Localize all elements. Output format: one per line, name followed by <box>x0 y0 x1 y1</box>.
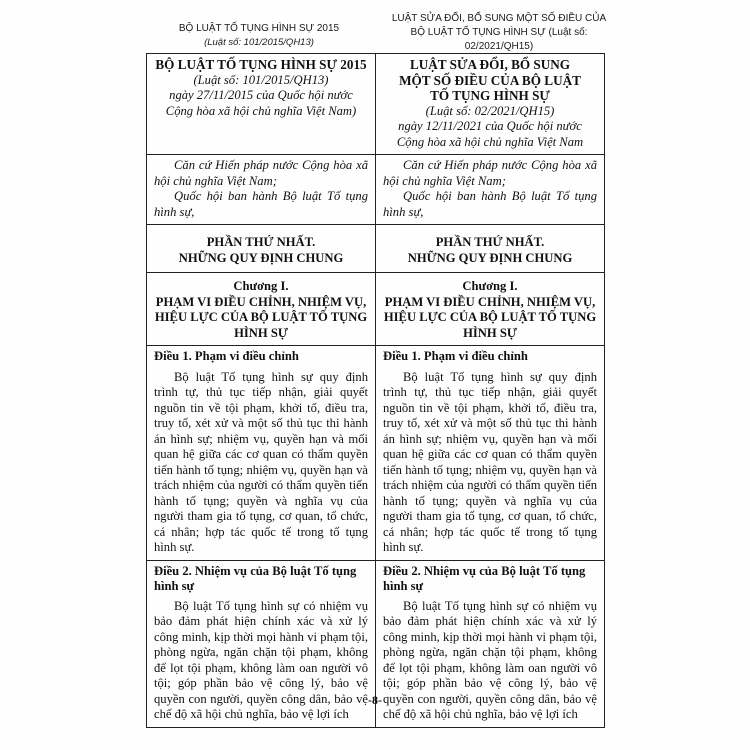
left-law-date: ngày 27/11/2015 của Quốc hội nước <box>169 88 353 102</box>
left-preamble-2: Quốc hội ban hành Bộ luật Tố tụng hình sự, <box>154 189 368 219</box>
right-preamble-1: Căn cứ Hiến pháp nước Cộng hòa xã hội chủ nghĩa Việt Nam; <box>383 158 597 188</box>
right-law-date: ngày 12/11/2021 của Quốc hội nước <box>398 119 582 133</box>
comparison-table <box>146 53 605 728</box>
right-part-heading: PHẦN THỨ NHẤT. <box>435 235 545 249</box>
table-row-title <box>147 54 605 155</box>
right-chapter-cell <box>376 273 605 346</box>
left-article-1-cell <box>147 346 376 561</box>
right-law-cell <box>376 54 605 155</box>
left-part-heading: PHẦN THỨ NHẤT. <box>206 235 316 249</box>
left-part-cell <box>147 225 376 273</box>
left-chapter-title: PHẠM VI ĐIỀU CHỈNH, NHIỆM VỤ, HIỆU LỰC CỦA BỘ LUẬT TỐ TỤNG HÌNH SỰ <box>154 294 368 340</box>
right-article-2-text: Bộ luật Tố tụng hình sự có nhiệm vụ bảo đảm phát hiện chính xác và xử lý công minh, kịp thời mọi hành vi phạm tội, phòng ngừa, ngăn chặn tội phạm, không để lọt tội phạm, không làm oan người vô tội; góp phần bảo vệ công lý, bảo vệ quyền con người, quyền công dân, bảo vệ chế độ xã hội chủ nghĩa, bảo vệ lợi ích <box>383 598 597 721</box>
table-row-chapter <box>147 273 605 346</box>
left-law-cell <box>147 54 376 155</box>
left-law-issuer: Cộng hòa xã hội chủ nghĩa Việt Nam) <box>165 103 357 118</box>
right-part-title: NHỮNG QUY ĐỊNH CHUNG <box>407 250 573 265</box>
table-row-part <box>147 225 605 273</box>
left-header-title: BỘ LUẬT TỐ TỤNG HÌNH SỰ 2015 <box>178 23 340 34</box>
right-law-issuer: Cộng hòa xã hội chủ nghĩa Việt Nam <box>396 134 584 149</box>
right-law-number: (Luật số: 02/2021/QH15) <box>425 103 555 118</box>
right-article-1-cell <box>376 346 605 561</box>
left-chapter-heading: Chương I. <box>233 279 289 293</box>
left-article-1-text: Bộ luật Tố tụng hình sự quy định trình tự, thủ tục tiếp nhận, giải quyết nguồn tin về tội phạm, khởi tố, điều tra, truy tố, xét xử và một số thủ tục thi hành án hình sự; nhiệm vụ, quyền hạn và mối quan hệ giữa các cơ quan có thẩm quyền tiến hành tố tụng; nhiệm vụ, quyền hạn và trách nhiệm của người có thẩm quyền tiến hành tố tụng; quyền và nghĩa vụ của người tham gia tố tụng, cơ quan, tổ chức, cá nhân; hợp tác quốc tế trong tố tụng hình sự. <box>154 369 368 554</box>
left-preamble-1: Căn cứ Hiến pháp nước Cộng hòa xã hội chủ nghĩa Việt Nam; <box>154 158 368 188</box>
left-article-2-text: Bộ luật Tố tụng hình sự có nhiệm vụ bảo đảm phát hiện chính xác và xử lý công minh, kịp thời mọi hành vi phạm tội, phòng ngừa, ngăn chặn tội phạm, không để lọt tội phạm, không làm oan người vô tội; góp phần bảo vệ công lý, bảo vệ quyền con người, quyền công dân, bảo vệ chế độ xã hội chủ nghĩa, bảo vệ lợi ích <box>154 598 368 721</box>
left-article-1-heading: Điều 1. Phạm vi điều chỉnh <box>154 349 299 363</box>
right-article-1-text: Bộ luật Tố tụng hình sự quy định trình tự, thủ tục tiếp nhận, giải quyết nguồn tin về tội phạm, khởi tố, điều tra, truy tố, xét xử và một số thủ tục thi hành án hình sự; nhiệm vụ, quyền hạn và mối quan hệ giữa các cơ quan có thẩm quyền tiến hành tố tụng; nhiệm vụ, quyền hạn và trách nhiệm của người có thẩm quyền tiến hành tố tụng; quyền và nghĩa vụ của người tham gia tố tụng, cơ quan, tổ chức, cá nhân; hợp tác quốc tế trong tố tụng hình sự. <box>383 369 597 554</box>
left-part-title: NHỮNG QUY ĐỊNH CHUNG <box>178 250 344 265</box>
right-article-2-heading: Điều 2. Nhiệm vụ của Bộ luật Tố tụng hình sự <box>383 563 586 593</box>
left-chapter-cell <box>147 273 376 346</box>
table-row-article-1 <box>147 346 605 561</box>
table-row-preamble <box>147 155 605 225</box>
left-preamble-cell <box>147 155 376 225</box>
right-header-number: BỘ LUẬT TỐ TỤNG HÌNH SỰ (Luật số: 02/2021/QH15) <box>410 27 588 52</box>
page-number: -8- <box>368 693 382 707</box>
right-preamble-2: Quốc hội ban hành Bộ luật Tố tụng hình sự, <box>383 189 597 219</box>
left-law-number: (Luật số: 101/2015/QH13) <box>193 72 329 87</box>
right-law-title-3: TỐ TỤNG HÌNH SỰ <box>430 88 550 103</box>
left-article-2-heading: Điều 2. Nhiệm vụ của Bộ luật Tố tụng hình sự <box>154 563 357 593</box>
right-part-cell <box>376 225 605 273</box>
right-law-title-2: MỘT SỐ ĐIỀU CỦA BỘ LUẬT <box>399 72 581 88</box>
left-header-number: (Luật số: 101/2015/QH13) <box>204 37 314 48</box>
right-law-title-1: LUẬT SỬA ĐỔI, BỔ SUNG <box>409 57 571 72</box>
right-preamble-cell <box>376 155 605 225</box>
right-running-header <box>382 12 616 54</box>
left-law-title: BỘ LUẬT TỐ TỤNG HÌNH SỰ 2015 <box>155 57 367 72</box>
right-header-title: LUẬT SỬA ĐỔI, BỔ SUNG MỘT SỐ ĐIỀU CỦA <box>391 13 607 24</box>
left-running-header <box>148 22 370 50</box>
right-chapter-title: PHẠM VI ĐIỀU CHỈNH, NHIỆM VỤ, HIỆU LỰC CỦA BỘ LUẬT TỐ TỤNG HÌNH SỰ <box>383 294 597 340</box>
right-chapter-heading: Chương I. <box>462 279 518 293</box>
right-article-1-heading: Điều 1. Phạm vi điều chỉnh <box>383 349 528 363</box>
